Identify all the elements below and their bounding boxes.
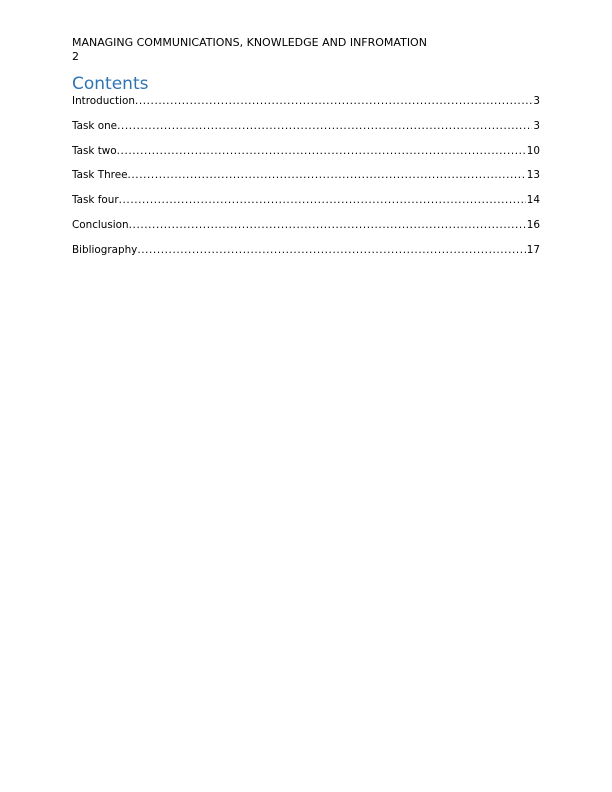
toc-entry-task-one[interactable]: [72, 119, 540, 133]
toc-entry-bibliography[interactable]: [72, 243, 540, 257]
toc-entry-label[interactable]: Bibliography: [72, 243, 138, 256]
toc-entry-task-two[interactable]: [72, 144, 540, 158]
toc-entry-label[interactable]: Task one: [72, 119, 118, 132]
toc-entry-page[interactable]: 3: [533, 95, 540, 107]
toc-entry-label[interactable]: Conclusion: [72, 218, 129, 231]
contents-heading: Contents: [72, 74, 149, 94]
toc-entry-page[interactable]: 13: [526, 169, 540, 182]
toc-entry-page[interactable]: 10: [526, 144, 540, 157]
page-header: [72, 36, 540, 64]
toc-entry-conclusion[interactable]: [72, 218, 540, 232]
toc-entry-task-four[interactable]: [72, 193, 540, 207]
toc-dot-leader: [129, 218, 526, 232]
toc-dot-leader: [137, 243, 525, 257]
toc-entry-page[interactable]: 14: [526, 194, 540, 207]
toc-dot-leader: [128, 168, 526, 182]
toc-entry-label[interactable]: Task two: [72, 144, 117, 157]
toc-dot-leader: [117, 119, 532, 133]
toc-dot-leader: [135, 94, 532, 108]
toc-dot-leader: [119, 193, 526, 207]
toc-entry-label[interactable]: Task Three: [72, 169, 128, 182]
toc-entry-page[interactable]: 3: [533, 119, 540, 132]
table-of-contents: [72, 94, 540, 268]
toc-entry-page[interactable]: 17: [526, 243, 540, 256]
toc-entry-label[interactable]: Introduction: [72, 95, 135, 107]
toc-entry-task-three[interactable]: [72, 168, 540, 182]
toc-entry-page[interactable]: 16: [526, 218, 540, 231]
toc-dot-leader: [117, 144, 526, 158]
header-title: MANAGING COMMUNICATIONS, KNOWLEDGE AND INFROMATION: [72, 36, 427, 49]
toc-entry-label[interactable]: Task four: [72, 194, 119, 207]
header-page-number: 2: [72, 50, 79, 63]
toc-entry-introduction[interactable]: [72, 94, 540, 108]
